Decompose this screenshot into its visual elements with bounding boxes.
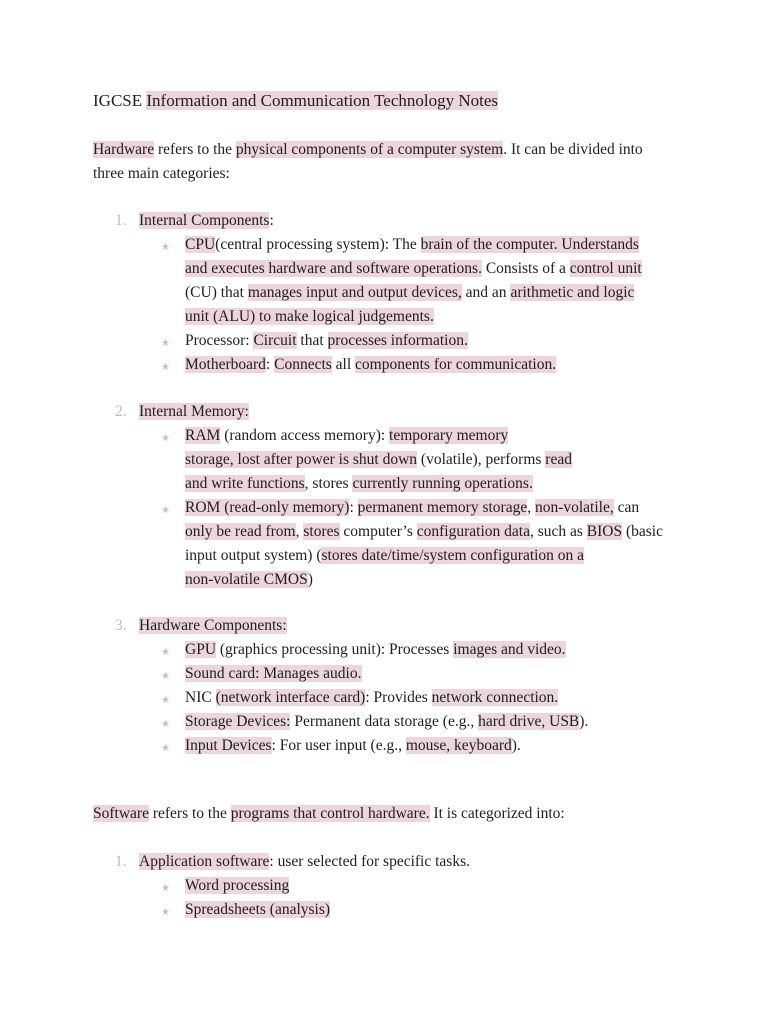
cpu-line-2 [185,257,642,281]
highlight-span: Input Devices [185,737,272,754]
section-heading [139,850,470,874]
text-span: . It can be divided into [503,141,643,158]
text-span: : [265,356,275,373]
heading-text: Internal Components [139,212,270,229]
highlight-span: Motherboard [185,356,266,373]
highlight-span: arithmetic and logic [510,284,635,301]
highlight-span: (ALU) to make logical judgements. [213,308,434,325]
star-bullet-icon: ★ [161,743,170,754]
highlight-span: stores [303,523,340,540]
highlight-span: network connection. [431,689,559,706]
highlight-span: ROM (read-only memory) [185,499,350,516]
text-span: Processor [185,332,246,349]
list-number: 2. [115,403,127,420]
text-span: : For user input (e.g., [271,737,406,754]
text-span: (volatile), performs [417,451,546,468]
text-span: (graphics processing unit): Processes [216,641,454,658]
spreadsheets-line [185,898,330,922]
highlight-span: hard drive, USB [478,713,580,730]
text-span: ). [579,713,589,730]
ram-line-3 [185,472,533,496]
software-intro [93,802,565,826]
text-span: , such as [529,523,587,540]
star-bullet-icon: ★ [161,362,170,373]
heading-text: Internal Memory: [139,403,249,420]
text-span: Permanent data storage (e.g., [290,713,479,730]
highlight-span: mouse, keyboard [405,737,512,754]
highlight-span: read [545,451,572,468]
nic-line [185,686,558,710]
text-span: that [296,332,328,349]
term-hardware: Hardware [93,141,155,158]
text-span: computer’s [339,523,417,540]
highlight-span: components for communication. [355,356,557,373]
ram-line-2 [185,448,572,472]
cpu-line-4 [185,305,434,329]
rom-line-4 [185,568,313,592]
highlight-span: processes information. [327,332,468,349]
text-span: Consists of a [481,260,570,277]
highlight-span: programs that control hardware. [230,805,430,822]
text-span: (random access memory): [220,427,390,444]
highlight-span: Storage Devices: [185,713,291,730]
highlight-span: Spreadsheets (analysis) [185,901,331,918]
highlight-span: and write functions [185,475,305,492]
text-span: ). [511,737,521,754]
section-heading [139,209,274,233]
star-bullet-icon: ★ [161,883,170,894]
highlight-span: BIOS [586,523,623,540]
heading-text: Application software [139,853,270,870]
text-span: NIC [185,689,216,706]
highlight-span: non-volatile CMOS [185,571,308,588]
title-prefix: IGCSE [93,91,147,110]
motherboard-line [185,353,556,377]
star-bullet-icon: ★ [161,505,170,516]
text-span: : user selected for specific tasks. [269,853,470,870]
rom-line-1 [185,496,639,520]
star-bullet-icon: ★ [161,907,170,918]
text-span: (central processing system): The [215,236,421,253]
word-processing-line [185,874,289,898]
star-bullet-icon: ★ [161,433,170,444]
text-span: can [613,499,640,516]
highlight-span: non-volatile, [534,499,614,516]
star-bullet-icon: ★ [161,242,170,253]
title-highlight: Information and Communication Technology Notes [146,91,499,110]
document-title [93,88,498,114]
text-span: all [331,356,356,373]
list-number: 1. [115,853,127,870]
hardware-intro-line-2: three main categories: [93,165,230,182]
highlight-span: physical components of a computer system [235,141,504,158]
list-number: 1. [115,212,127,229]
list-number: 3. [115,617,127,634]
star-bullet-icon: ★ [161,719,170,730]
text-span: (CU) that [185,284,248,301]
text-span: ) [307,571,313,588]
star-bullet-icon: ★ [161,338,170,349]
text-span: refers to the [154,141,236,158]
highlight-span: Word processing [185,877,290,894]
star-bullet-icon: ★ [161,647,170,658]
highlight-span: stores date/time/system configuration on a [321,547,585,564]
star-bullet-icon: ★ [161,671,170,682]
text-span: input output system) ( [185,547,322,564]
hardware-intro-line-1 [93,138,643,162]
highlight-span: currently running operations. [352,475,533,492]
text-span: : Provides [365,689,432,706]
highlight-span: permanent memory storage [357,499,528,516]
text-span: : [245,332,254,349]
text-span: (basic [622,523,663,540]
text-span: : [349,499,358,516]
highlight-span: temporary memory [389,427,509,444]
highlight-span: Sound card: Manages audio. [185,665,362,682]
text-span: and an [461,284,511,301]
star-bullet-icon: ★ [161,695,170,706]
highlight-span: Connects [274,356,332,373]
text-span: refers to the [148,805,231,822]
heading-text: Hardware Components: [139,617,287,634]
text-span: It is categorized into: [429,805,565,822]
highlight-span: and executes hardware and software operations. [185,260,482,277]
section-heading [139,400,249,424]
processor-line [185,329,468,353]
text-span: , [527,499,535,516]
highlight-span: RAM [185,427,221,444]
sound-card-line [185,662,362,686]
section-heading [139,614,287,638]
highlight-span: Circuit [253,332,297,349]
highlight-span: storage, lost after power is shut down [185,451,418,468]
input-devices-line [185,734,521,758]
text-span: : [269,212,274,229]
highlight-span: GPU [185,641,217,658]
text-span: , [295,523,304,540]
highlight-span: (network interface card) [215,689,366,706]
cpu-line-1 [185,233,639,257]
highlight-span: images and video. [453,641,566,658]
term-software: Software [93,805,149,822]
highlight-span: only be read from [185,523,296,540]
highlight-span: control unit [569,260,642,277]
ram-line-1 [185,424,508,448]
highlight-span: brain of the computer. Understands [420,236,639,253]
storage-devices-line [185,710,588,734]
gpu-line [185,638,566,662]
highlight-span: CPU [185,236,216,253]
highlight-span: configuration data [416,523,530,540]
text-span: , stores [304,475,353,492]
rom-line-3 [185,544,584,568]
rom-line-2 [185,520,663,544]
highlight-span: unit [185,308,213,325]
highlight-span: manages input and output devices, [247,284,462,301]
cpu-line-3 [185,281,634,305]
